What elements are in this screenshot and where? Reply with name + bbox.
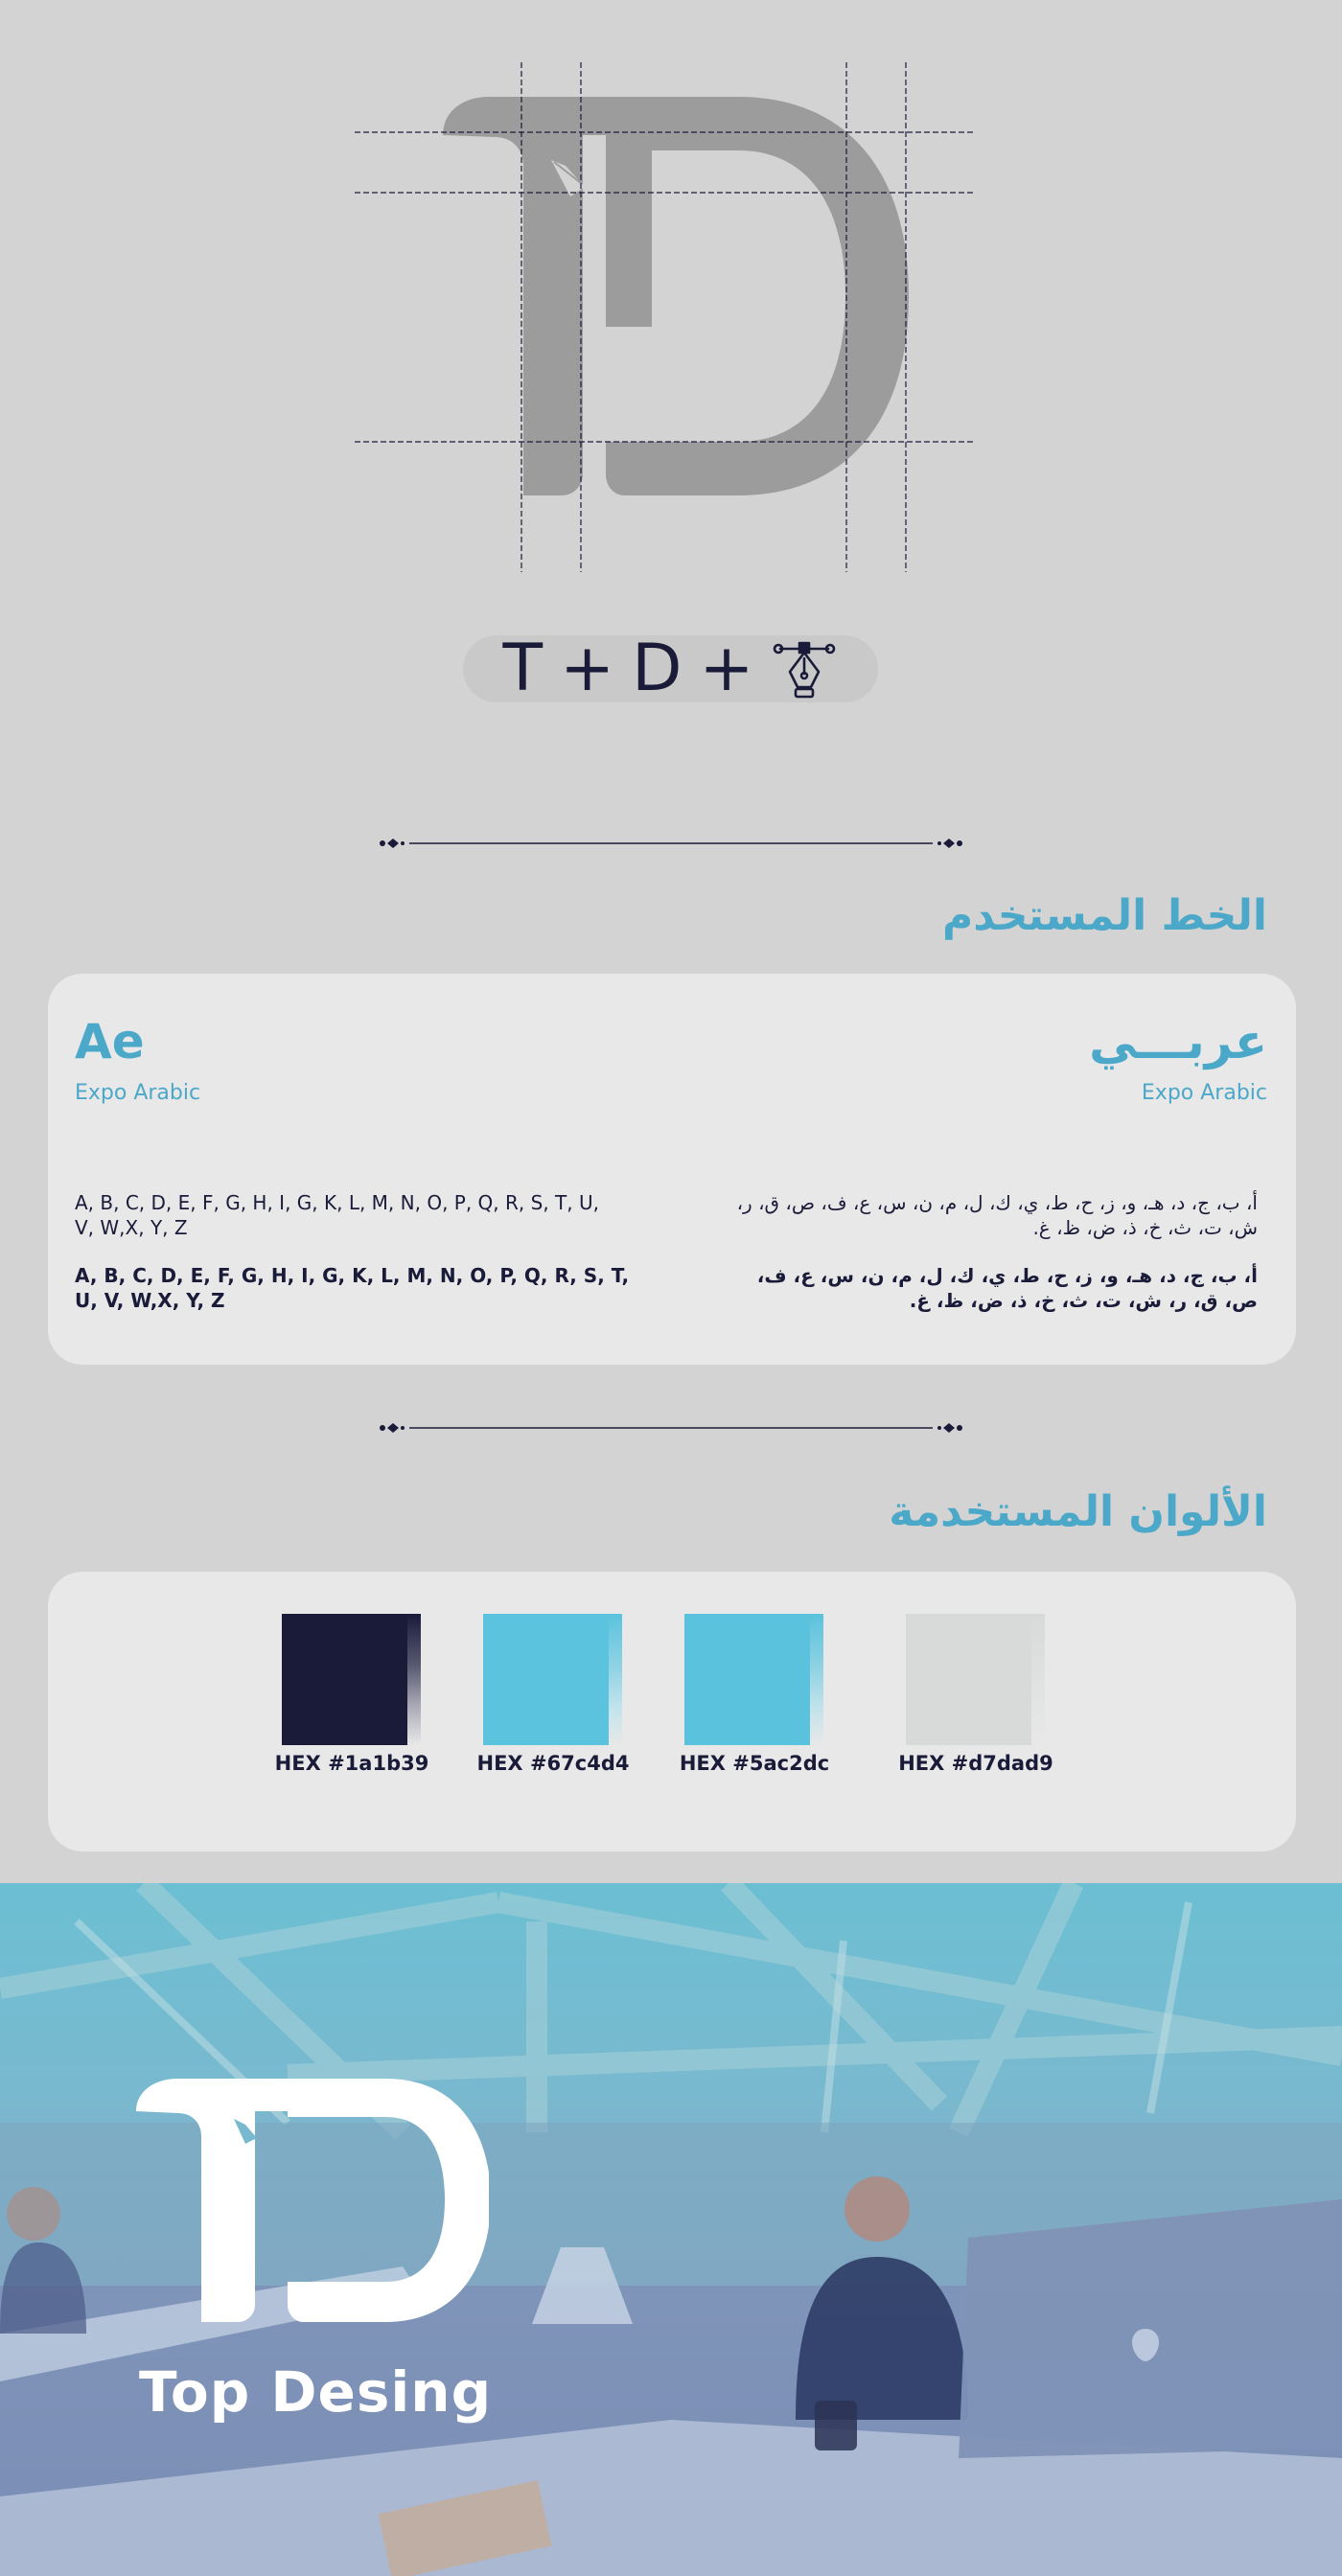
arabic-font-name: Expo Arabic — [1141, 1081, 1267, 1105]
colors-section-title: الألوان المستخدمة — [889, 1487, 1267, 1536]
arabic-font-sample: عربـــي — [1089, 1014, 1267, 1070]
brand-name: Top Desing — [139, 2359, 493, 2425]
logo-construction-grid — [355, 53, 987, 580]
color-hex-label: HEX #5ac2dc — [679, 1752, 830, 1775]
formula-letter-t: T — [502, 631, 544, 706]
color-hex-label: HEX #1a1b39 — [274, 1752, 429, 1775]
colors-card — [48, 1572, 1296, 1852]
color-hex-label: HEX #d7dad9 — [898, 1752, 1053, 1775]
color-swatch-gray — [906, 1614, 1045, 1745]
color-swatch-dark-navy — [282, 1614, 421, 1745]
color-hex-label: HEX #67c4d4 — [476, 1752, 630, 1775]
formula-letter-d: D — [632, 631, 683, 706]
formula-plus-2: + — [699, 631, 754, 706]
pen-tool-icon — [771, 635, 838, 702]
latin-font-sample: Ae — [75, 1014, 145, 1070]
office-photo-banner — [0, 1883, 1342, 2576]
color-swatch-light-blue — [483, 1614, 622, 1745]
divider-middle — [379, 1418, 963, 1438]
formula-plus-1: + — [560, 631, 615, 706]
td-logo-gray — [355, 53, 987, 580]
logo-formula — [463, 631, 878, 706]
fonts-card — [48, 974, 1296, 1365]
latin-font-name: Expo Arabic — [75, 1081, 201, 1105]
color-swatch-blue — [684, 1614, 823, 1745]
td-logo-white — [134, 2075, 489, 2324]
divider-top — [379, 834, 963, 853]
latin-alphabet-regular: A, B, C, D, E, F, G, H, I, G, K, L, M, N, O, P, Q, R, S, T, U, V, W,X, Y, Z — [75, 1191, 599, 1239]
arabic-alphabet-regular: أ، ب، ج، د، هـ، و، ز، ح، ط، ي، ك، ل، م، ن، س، ع، ف، ص، ق، ر، ش، ت، ث، خ، ذ، ض، ظ، غ. — [736, 1191, 1258, 1239]
fonts-section-title: الخط المستخدم — [942, 891, 1267, 940]
arabic-alphabet-bold: أ، ب، ج، د، هـ، و، ز، ح، ط، ي، ك، ل، م، ن، س، ع، ف، ص، ق، ر، ش، ت، ث، خ، ذ، ض، ظ، غ. — [756, 1264, 1258, 1312]
latin-alphabet-bold: A, B, C, D, E, F, G, H, I, G, K, L, M, N, O, P, Q, R, S, T, U, V, W,X, Y, Z — [75, 1264, 630, 1312]
